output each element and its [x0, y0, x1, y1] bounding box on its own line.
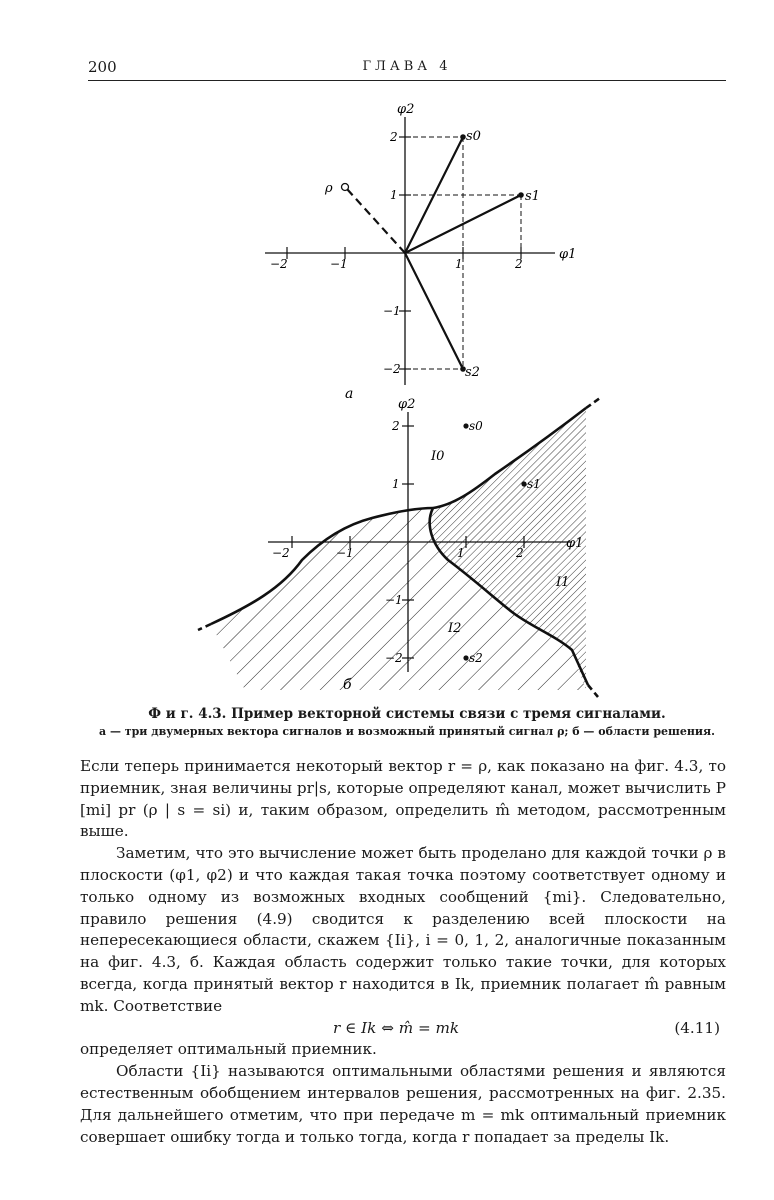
fig-b-label-s0: s0	[469, 419, 483, 433]
boundary-dashed-extension-left	[198, 624, 211, 630]
fig-a-label-s0: s0	[466, 129, 481, 144]
equation: r ∈ Ik ⇔ m̂ = mk	[333, 1018, 460, 1037]
boundary-dashed-extension	[586, 398, 600, 408]
paragraph-1: Если теперь принимается некоторый вектор r = ρ, как показано на фиг. 4.3, то приемник, зная величины pr|s, которые определяют канал, может вычислить P [mi] pr (ρ | s = si) и, таким образом, определить m̂ методом, рассмотренным выше.	[80, 757, 726, 841]
fig-b-tick-y-2: 2	[392, 419, 400, 433]
region-label-i1: I1	[556, 575, 570, 590]
point-s1	[518, 192, 524, 198]
caption-title: Ф и г. 4.3. Пример векторной системы связи с тремя сигналами.	[148, 706, 666, 722]
fig-b-x-axis-label: φ1	[566, 536, 584, 551]
fig-b-label-s1: s1	[527, 477, 541, 491]
chapter-title: ГЛАВА 4	[362, 59, 452, 74]
figure-a	[265, 102, 576, 402]
fig-a-y-axis-label: φ2	[397, 102, 415, 117]
fig-a-tick-x-2: 2	[515, 257, 523, 271]
fig-b-tick-x-m1: −1	[336, 546, 354, 560]
point-s0	[460, 134, 466, 140]
fig-b-label-s2: s2	[469, 651, 483, 665]
equation-number: (4.11)	[674, 1018, 720, 1037]
page-number: 200	[88, 58, 117, 76]
fig-a-tick-y-m1: −1	[383, 304, 401, 318]
fig-b-tick-y-m1: −1	[385, 593, 403, 607]
fig-a-tick-y-1: 1	[390, 188, 398, 202]
fig-a-label-s2: s2	[465, 365, 480, 380]
fig-a-tick-y-2: 2	[390, 130, 398, 144]
fig-b-point-s1	[521, 481, 526, 486]
paragraph-2: Заметим, что это вычисление может быть проделано для каждой точки ρ в плоскости (φ1, φ2) и что каждая такая точка поэтому соответствует одному и только одному из возможных входных сообщений {mi}. Следовательно, правило решения (4.9) сводится к разделению всей плоскости на непересекающиеся области, скажем {Ii}, i = 0, 1, 2, аналогичные показанным на фиг. 4.3, б. Каждая область содержит только такие точки, для которых всегда, когда принятый вектор r находится в Ik, приемник полагает m̂ равным mk. Соответствие	[80, 844, 726, 1015]
figure-b	[198, 397, 600, 697]
fig-b-point-s2	[463, 655, 468, 660]
equation-line	[80, 1018, 726, 1040]
fig-a-tick-x-m2: −2	[270, 257, 288, 271]
fig-b-tick-y-1: 1	[392, 477, 400, 491]
fig-b-tick-y-m2: −2	[385, 651, 403, 665]
boundary-dashed-extension-bottom	[588, 685, 598, 697]
caption-description: а — три двумерных вектора сигналов и возможный принятый сигнал ρ; б — области решения.	[99, 725, 715, 738]
fig-a-tick-x-m1: −1	[330, 257, 348, 271]
paragraph-4: Области {Ii} называются оптимальными областями решения и являются естественным обобщением интервалов решения, рассмотренных на фиг. 2.35. Для дальнейшего отметим, что при передаче m = mk оптимальный приемник совершает ошибку тогда и только тогда, когда r попадает за пределы Ik.	[80, 1062, 726, 1146]
paragraph-3: определяет оптимальный приемник.	[80, 1040, 377, 1059]
fig-a-label-s1: s1	[525, 189, 540, 204]
fig-a-x-axis-label: φ1	[559, 247, 577, 262]
fig-a-label: а	[345, 386, 354, 402]
fig-a-tick-y-m2: −2	[383, 362, 401, 376]
fig-b-tick-x-2: 2	[516, 546, 524, 560]
fig-b-point-s0	[463, 423, 468, 428]
region-label-i2: I2	[448, 621, 462, 636]
point-rho	[342, 184, 349, 191]
fig-a-label-rho: ρ	[325, 181, 333, 196]
body-text	[80, 756, 726, 1148]
fig-b-tick-x-m2: −2	[272, 546, 290, 560]
fig-a-tick-x-1: 1	[455, 257, 463, 271]
fig-b-label: б	[343, 677, 352, 693]
figure-caption	[88, 706, 726, 738]
fig-b-y-axis-label: φ2	[398, 397, 416, 412]
fig-b-tick-x-1: 1	[457, 546, 465, 560]
region-label-i0: I0	[431, 449, 445, 464]
